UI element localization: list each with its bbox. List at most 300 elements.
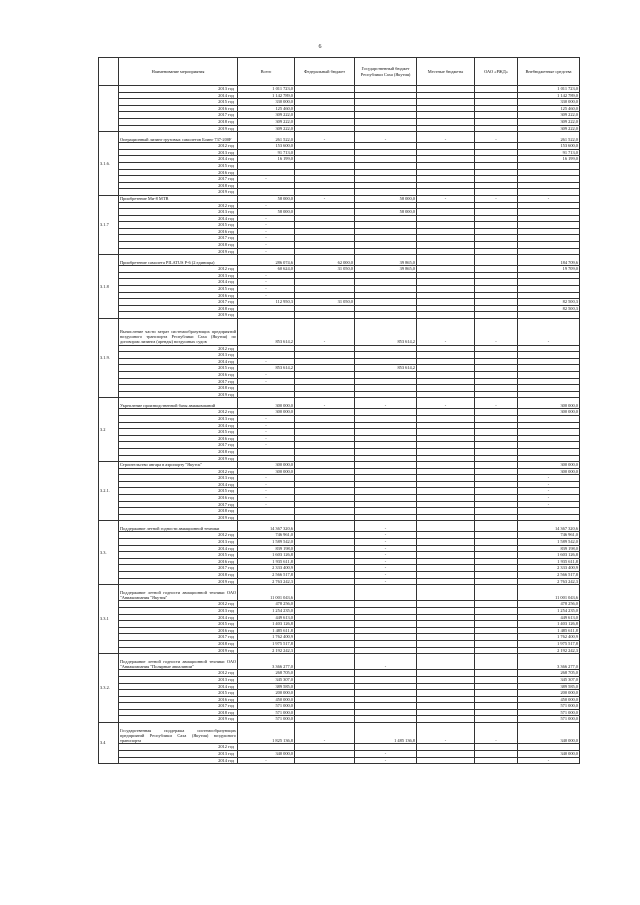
year-row [99,709,580,716]
total-cell: 571 000,0 [238,709,295,716]
local-cell [417,565,475,572]
republic-cell [355,125,417,132]
extrabudget-cell [518,248,580,255]
local-cell [417,640,475,647]
year-label: 2019 год [119,716,238,723]
year-label: 2018 год [119,448,238,455]
year-row [99,435,580,442]
extrabudget-cell [518,242,580,249]
rzd-cell [475,744,518,751]
year-row [99,365,580,372]
extrabudget-cell [518,352,580,359]
local-cell [417,429,475,436]
rzd-cell [475,286,518,293]
activity-name: Приобретение Ми-8 МТВ [119,195,238,202]
federal-cell [295,345,355,352]
extrabudget-cell: - [518,481,580,488]
year-row [99,162,580,169]
year-label: 2015 год [119,162,238,169]
total-cell: - [238,228,295,235]
total-cell: - [238,378,295,385]
republic-cell: - [355,132,417,143]
page-number: 6 [318,44,322,50]
federal-cell [295,385,355,392]
republic-cell: - [355,521,417,532]
republic-cell [355,676,417,683]
extrabudget-cell [518,209,580,216]
republic-cell [355,462,417,469]
federal-cell [295,468,355,475]
federal-cell [295,435,355,442]
year-label: 2015 год [119,365,238,372]
federal-cell [295,627,355,634]
year-label: 2019 год [119,248,238,255]
extrabudget-cell [518,385,580,392]
activity-title-row [99,585,580,601]
rzd-cell [475,709,518,716]
republic-cell [355,176,417,183]
rzd-cell [475,156,518,163]
rzd-cell [475,716,518,723]
extrabudget-cell: - [518,495,580,502]
republic-cell [355,169,417,176]
rzd-cell [475,105,518,112]
local-cell [417,312,475,319]
year-label: 2013 год [119,272,238,279]
rzd-cell [475,99,518,106]
extrabudget-cell: - [518,488,580,495]
year-row [99,751,580,758]
local-cell [417,176,475,183]
local-cell [417,462,475,469]
local-cell: - [417,398,475,409]
total-cell: 58 000,0 [238,195,295,202]
rzd-cell [475,565,518,572]
republic-cell [355,156,417,163]
republic-cell [355,182,417,189]
year-row [99,385,580,392]
rzd-cell [475,578,518,585]
local-cell [417,156,475,163]
rzd-cell [475,481,518,488]
year-label: 2013 год [119,475,238,482]
republic-cell [355,385,417,392]
federal-cell [295,286,355,293]
activity-title-row [99,462,580,469]
rzd-cell [475,601,518,608]
year-row [99,607,580,614]
year-row [99,578,580,585]
year-row [99,242,580,249]
republic-cell [355,448,417,455]
republic-cell: 853 614,2 [355,365,417,372]
year-label: 2019 год [119,455,238,462]
local-cell [417,202,475,209]
local-cell [417,585,475,601]
local-cell [417,286,475,293]
total-cell: 1 403 126,8 [238,621,295,628]
rzd-cell: - [475,319,518,346]
year-row [99,442,580,449]
total-cell: - [238,358,295,365]
federal-cell [295,545,355,552]
year-label: 2013 год [119,86,238,93]
extrabudget-cell: 571 000,0 [518,709,580,716]
total-cell: - [238,501,295,508]
republic-cell [355,422,417,429]
total-cell: 1 762 400,9 [238,634,295,641]
republic-cell [355,345,417,352]
year-label: 2018 год [119,305,238,312]
federal-cell [295,501,355,508]
extrabudget-cell [518,508,580,515]
year-row [99,202,580,209]
activity-code: 3.3. [99,521,119,585]
year-row [99,92,580,99]
extrabudget-cell: 746 961,0 [518,532,580,539]
total-cell: - [238,435,295,442]
local-cell [417,242,475,249]
year-label: 2013 год [119,149,238,156]
local-cell [417,149,475,156]
activity-name: Поддержание летной годности авиационной техники ОАО "Авиакомпания "Якутия" [119,585,238,601]
extrabudget-cell: 11 001 043,6 [518,585,580,601]
year-row [99,391,580,398]
total-cell: - [238,422,295,429]
republic-cell: - [355,545,417,552]
total-cell: - [238,415,295,422]
total-cell: 1 254 235,0 [238,607,295,614]
rzd-cell [475,312,518,319]
year-label: 2019 год [119,125,238,132]
extrabudget-cell [518,365,580,372]
rzd-cell: - [475,132,518,143]
header-federal: Федеральный бюджет [295,58,355,86]
federal-cell [295,378,355,385]
local-cell [417,385,475,392]
rzd-cell [475,292,518,299]
activity-name: Поддержание летной годности авиационной техники ОАО "Авиакомпания "Полярные авиалинии" [119,654,238,670]
federal-cell [295,279,355,286]
rzd-cell [475,621,518,628]
federal-cell [295,683,355,690]
extrabudget-cell: 268 705,0 [518,670,580,677]
rzd-cell [475,585,518,601]
year-row [99,215,580,222]
year-label: 2016 год [119,228,238,235]
republic-cell [355,202,417,209]
rzd-cell [475,222,518,229]
activity-title-row [99,654,580,670]
republic-cell [355,118,417,125]
activity-name: Приобретение самолета PILATUS P-6 (2 единицы) [119,255,238,266]
republic-cell [355,621,417,628]
rzd-cell [475,162,518,169]
activity-code: 3.4 [99,723,119,764]
extrabudget-cell: 340 000,0 [518,751,580,758]
extrabudget-cell [518,182,580,189]
activity-code: 3.2 [99,398,119,462]
extrabudget-cell: 153 600,0 [518,143,580,150]
year-label: 2012 год [119,670,238,677]
federal-cell: - [295,132,355,143]
republic-cell: - [355,572,417,579]
extrabudget-cell: 571 000,0 [518,703,580,710]
extrabudget-cell [518,442,580,449]
year-label: 2012 год [119,345,238,352]
republic-cell: 39 865,0 [355,266,417,273]
year-label: 2014 год [119,422,238,429]
federal-cell: - [295,398,355,409]
rzd-cell [475,409,518,416]
total-cell: 309 222,0 [238,112,295,119]
total-cell: 1 142 789,0 [238,92,295,99]
federal-cell [295,508,355,515]
federal-cell [295,391,355,398]
activity-code: 3.1.7 [99,195,119,254]
federal-cell [295,358,355,365]
republic-cell [355,189,417,196]
federal-cell [295,634,355,641]
extrabudget-cell: 478 256,0 [518,601,580,608]
rzd-cell [475,345,518,352]
rzd-cell [475,435,518,442]
year-label: 2016 год [119,292,238,299]
rzd-cell [475,442,518,449]
local-cell [417,371,475,378]
extrabudget-cell [518,228,580,235]
extrabudget-cell [518,358,580,365]
local-cell [417,696,475,703]
activity-title-row [99,723,580,744]
rzd-cell [475,378,518,385]
activity-code [99,86,119,132]
rzd-cell [475,371,518,378]
federal-cell [295,99,355,106]
year-row [99,539,580,546]
year-row [99,647,580,654]
federal-cell: 31 050,0 [295,266,355,273]
year-label: 2014 год [119,614,238,621]
total-cell: - [238,202,295,209]
total-cell [238,385,295,392]
year-row [99,670,580,677]
year-label: 2015 год [119,690,238,697]
local-cell: - [417,319,475,346]
year-label: 2019 год [119,391,238,398]
federal-cell [295,614,355,621]
year-row [99,703,580,710]
year-row [99,312,580,319]
total-cell [238,345,295,352]
year-row [99,118,580,125]
local-cell [417,751,475,758]
republic-cell [355,744,417,751]
republic-cell [355,716,417,723]
local-cell [417,552,475,559]
year-row [99,415,580,422]
year-row [99,222,580,229]
extrabudget-cell: 82 500,3 [518,305,580,312]
republic-cell [355,112,417,119]
year-label: 2018 год [119,242,238,249]
rzd-cell [475,215,518,222]
local-cell [417,521,475,532]
total-cell: 571 000,0 [238,703,295,710]
year-label: 2018 год [119,640,238,647]
local-cell [417,99,475,106]
federal-cell [295,92,355,99]
republic-cell [355,378,417,385]
extrabudget-cell: 1 485 611,8 [518,627,580,634]
year-label: 2019 год [119,578,238,585]
federal-cell [295,272,355,279]
rzd-cell [475,640,518,647]
extrabudget-cell: 2 566 517,8 [518,572,580,579]
total-cell: 1 825 136,8 [238,723,295,744]
rzd-cell [475,634,518,641]
header-extrabudget: Внебюджетные средства [518,58,580,86]
total-cell: 2 566 517,8 [238,572,295,579]
year-row [99,634,580,641]
year-label: 2016 год [119,105,238,112]
total-cell: - [238,371,295,378]
extrabudget-cell [518,169,580,176]
program-table [98,57,580,764]
federal-cell [295,703,355,710]
total-cell [238,352,295,359]
rzd-cell [475,176,518,183]
extrabudget-cell [518,435,580,442]
year-row [99,565,580,572]
federal-cell [295,248,355,255]
rzd-cell [475,125,518,132]
year-label: 2015 год [119,429,238,436]
local-cell [417,647,475,654]
local-cell [417,475,475,482]
local-cell [417,209,475,216]
local-cell [417,105,475,112]
total-cell [238,189,295,196]
republic-cell [355,235,417,242]
year-row [99,352,580,359]
local-cell [417,222,475,229]
local-cell [417,545,475,552]
rzd-cell [475,112,518,119]
year-label: 2017 год [119,378,238,385]
year-row [99,601,580,608]
federal-cell [295,162,355,169]
year-label: 2012 год [119,202,238,209]
total-cell [238,391,295,398]
republic-cell [355,481,417,488]
extrabudget-cell: 1 935 611,8 [518,558,580,565]
federal-cell [295,143,355,150]
extrabudget-cell [518,222,580,229]
republic-cell: - [355,532,417,539]
year-label: 2013 год [119,209,238,216]
activity-code: 3.3.2. [99,654,119,723]
federal-cell [295,621,355,628]
extrabudget-cell: 345 307,0 [518,676,580,683]
total-cell [238,448,295,455]
activity-name: Строительство ангара в аэропорту "Якутск" [119,462,238,469]
total-cell [238,182,295,189]
year-label: 2014 год [119,358,238,365]
federal-cell [295,352,355,359]
activity-code: 3.2.1. [99,462,119,521]
rzd-cell [475,475,518,482]
extrabudget-cell [518,345,580,352]
year-label: 2013 год [119,751,238,758]
extrabudget-cell: 1 589 542,0 [518,539,580,546]
local-cell: - [417,132,475,143]
total-cell: 853 614,2 [238,319,295,346]
republic-cell: - [355,751,417,758]
federal-cell [295,105,355,112]
rzd-cell: - [475,723,518,744]
year-label: 2017 год [119,176,238,183]
extrabudget-cell [518,455,580,462]
republic-cell [355,352,417,359]
local-cell [417,670,475,677]
header-local: Местные бюджеты [417,58,475,86]
rzd-cell [475,558,518,565]
local-cell [417,143,475,150]
total-cell: - [238,248,295,255]
extrabudget-cell [518,448,580,455]
total-cell: 2 333 400,9 [238,565,295,572]
federal-cell [295,607,355,614]
year-row [99,112,580,119]
rzd-cell [475,462,518,469]
federal-cell [295,532,355,539]
rzd-cell [475,235,518,242]
year-row [99,345,580,352]
total-cell [238,514,295,521]
extrabudget-cell: 300 000,0 [518,462,580,469]
year-label: 2016 год [119,495,238,502]
local-cell [417,690,475,697]
total-cell: 345 307,0 [238,676,295,683]
total-cell: - [238,272,295,279]
local-cell [417,495,475,502]
year-label: 2012 год [119,409,238,416]
year-label: 2017 год [119,703,238,710]
total-cell: - [238,475,295,482]
local-cell [417,627,475,634]
total-cell: - [238,429,295,436]
extrabudget-cell: 1 403 126,8 [518,621,580,628]
extrabudget-cell: 389 585,0 [518,683,580,690]
federal-cell [295,696,355,703]
rzd-cell [475,532,518,539]
total-cell: 300 000,0 [238,398,295,409]
local-cell [417,112,475,119]
total-cell: 449 613,0 [238,614,295,621]
local-cell [417,757,475,764]
federal-cell [295,365,355,372]
rzd-cell [475,552,518,559]
year-row [99,627,580,634]
rzd-cell [475,696,518,703]
extrabudget-cell: - [518,319,580,346]
republic-cell [355,409,417,416]
year-row [99,143,580,150]
federal-cell [295,654,355,670]
total-cell: 2 763 242,3 [238,578,295,585]
republic-cell [355,358,417,365]
